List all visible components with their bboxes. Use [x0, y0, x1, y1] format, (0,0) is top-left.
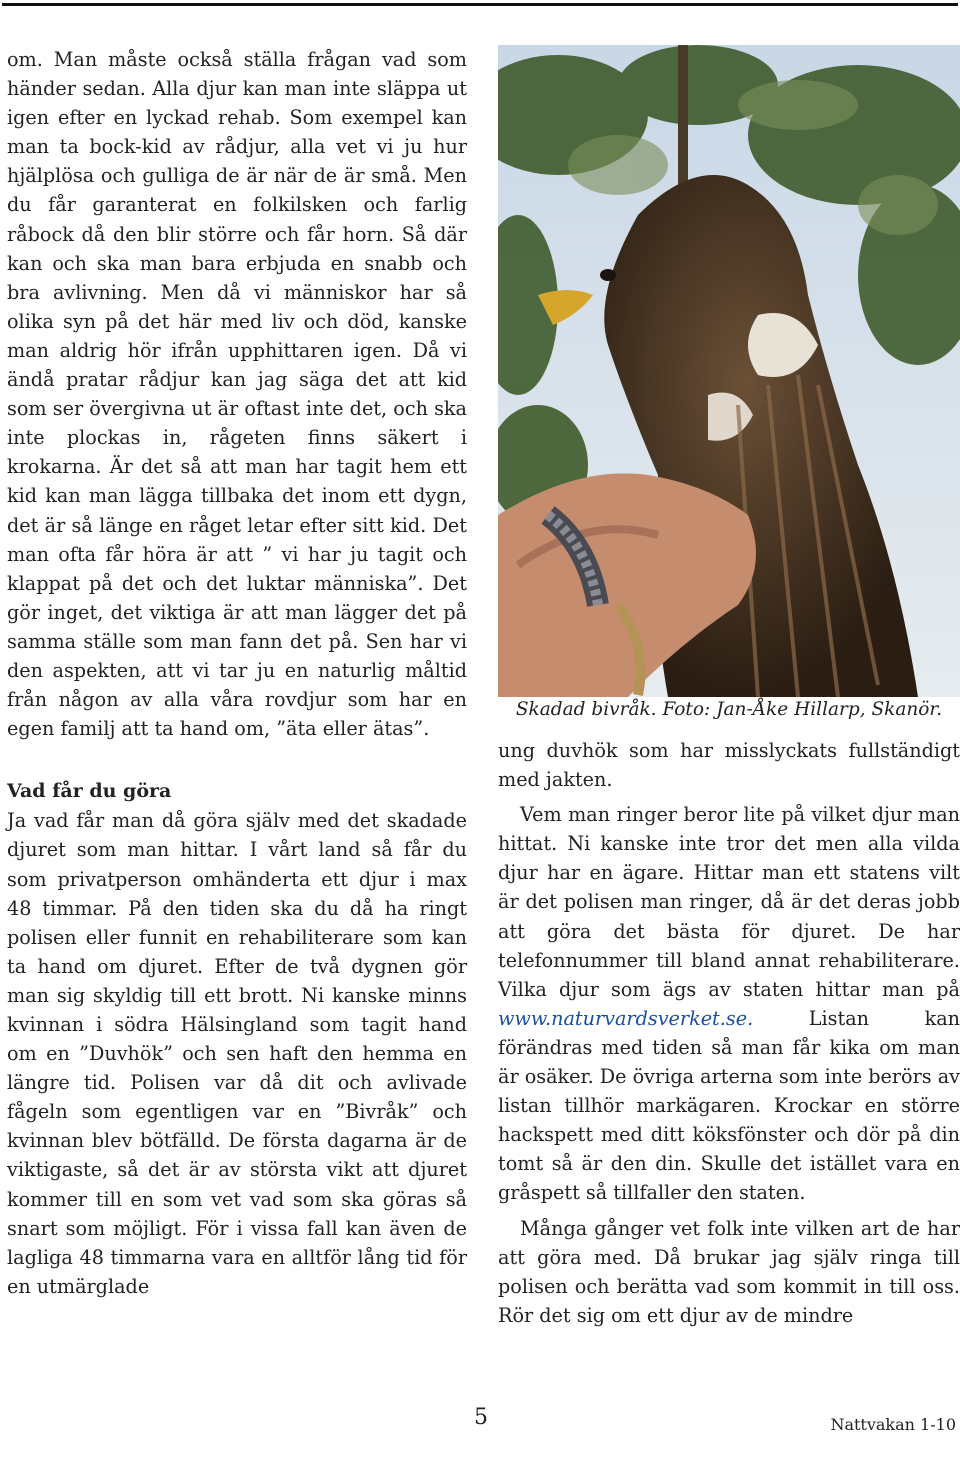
- website-link[interactable]: www.naturvardsverket.se.: [498, 1006, 754, 1030]
- body-paragraph: Många gånger vet folk inte vilken art de har att göra med. Då brukar jag själv ringa till polisen och berätta vad som kommit in till oss. Rör det sig om ett djur av de mindre: [498, 1216, 960, 1327]
- right-column: [498, 736, 960, 1330]
- paragraph-text: Vem man ringer beror lite på vilket djur man hittat. Ni kanske inte tror det men alla vilda djur har en ägare. Hittar man ett statens vilt är det polisen man ringer, då är det deras jobb att göra det bästa för djuret. De har telefonnummer till bland annat rehabiliterare. Vilka djur som ägs av staten hittar man på: [498, 803, 960, 1001]
- body-paragraph: [498, 800, 960, 1207]
- photo-caption: Skadad bivråk. Foto: Jan-Åke Hillarp, Skanör.: [515, 699, 943, 720]
- section-heading: Vad får du göra: [7, 780, 172, 803]
- body-paragraph: Ja vad får man då göra själv med det skadade djuret som man hittar. I vårt land så får du som privatperson omhänderta ett djur i max 48 timmar. På den tiden ska du då ha ringt polisen eller funnit en rehabiliterare som kan ta hand om djuret. Efter de två dygnen gör man sig skyldig till ett brott. Ni kanske minns kvinnan i södra Hälsingland som tagit hand om en ”Duvhök” och sen haft den hemma en längre tid. Polisen var då dit och avlivade fågeln som egentligen var en ”Bivråk” och kvinnan blev bötfälld. De första dagarna är de viktigaste, så det är av största vikt att djuret kommer till en som vet vad som ska göras så snart som möjligt. För i vissa fall kan även de lagliga 48 timmarna vara en alltför lång tid för en utmärglade: [7, 809, 467, 1298]
- body-paragraph: om. Man måste också ställa frågan vad som händer sedan. Alla djur kan man inte släppa ut igen efter en lyckad rehab. Som exempel kan man ta bock-kid av rådjur, alla vet vi ju hur hjälplösa och gulliga de är när de är små. Men du får garanterat en folkilsken och farlig råbock då den blir större och får horn. Så där kan och ska man bara erbjuda en snabb och bra avlivning. Men då vi människor har så olika syn på det här med liv och död, kanske man aldrig hör ifrån upphittaren igen. Då vi ändå pratar rådjur kan jag säga det att kid som ser övergivna ut är oftast inte det, och ska inte plockas in, rågeten finns säkert i krokarna. Är det så att man har tagit hem ett kid kan man lägga tillbaka det inom ett dygn, det är så länge en råget letar efter sitt kid. Det man ofta får höra är att ” vi har ju tagit och klappat på det och det luktar människa”. Det gör inget, det viktiga är att man lägger det på samma ställe som man fann det på. Sen har vi den aspekten, att vi tar ju en naturlig måltid från någon av alla våra rovdjur som har en egen familj att ta hand om, ”äta eller ätas”.: [7, 48, 467, 741]
- eagle-photo: [498, 45, 960, 697]
- paragraph-text: Listan kan förändras med tiden så man får kika om man är osäker. De övriga arterna som inte berörs av listan tillhör markägaren. Krockar en större hackspett med ditt köksfönster och dör på din tomt så är den din. Skulle det istället vara en gråspett så tillfaller den staten.: [498, 1006, 960, 1205]
- left-column: [7, 45, 467, 1301]
- top-rule: [2, 3, 958, 6]
- page-number: 5: [474, 1405, 488, 1430]
- body-paragraph: ung duvhök som har misslyckats fullständigt med jakten.: [498, 739, 960, 792]
- issue-label: Nattvakan 1-10: [830, 1415, 956, 1434]
